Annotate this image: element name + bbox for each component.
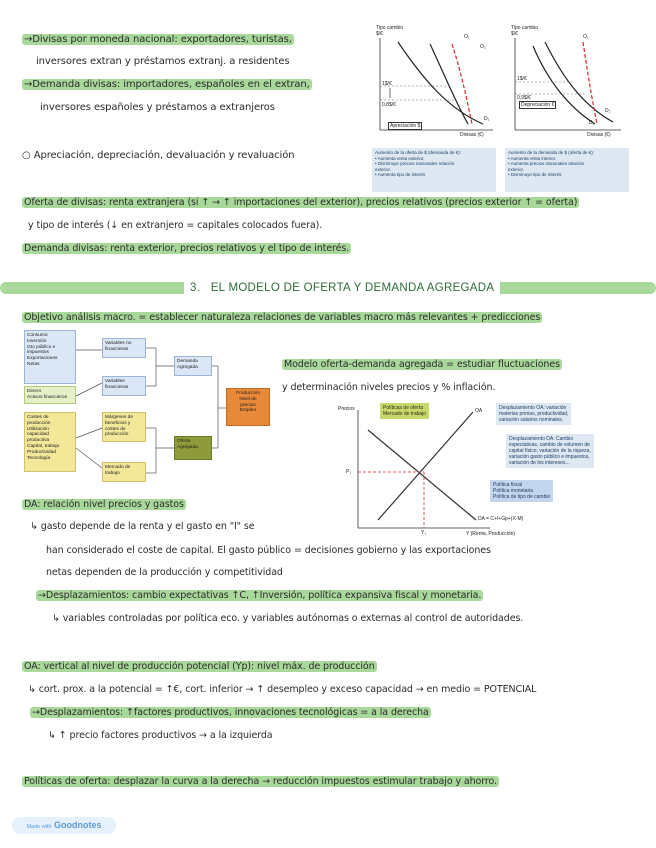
demand-policy-tag: Política fiscal Política monetaria Política de tipo de cambio [490,480,553,502]
fx-right-rate1: 1$/€ [517,76,527,82]
note-objective: Objetivo análisis macro. = establecer naturaleza relaciones de variables macro más relevantes + predicciones [24,312,541,323]
note-da-1: ↳ gasto depende de la renta y el gasto en "I" se [30,521,255,532]
fx-left-o1: O₁ [464,34,470,40]
fx-left-rate2: 0,8$/€ [382,102,396,108]
box-nonfinancial: Variables no financieras [102,338,146,358]
note-appreciation: ○ Apreciación, depreciación, devaluación y revaluación [22,150,295,161]
note-oa-1: ↳ cort. prox. a la potencial = ↑€, cort. inferior → ↑ desempleo y exceso capacidad → en medio = POTENCIAL [28,684,537,695]
note-fx-supply: Oferta de divisas: renta extranjera (si ↑ → ↑ importaciones del exterior), precios relativos (precios exterior ↑ = oferta) [24,197,578,208]
fx-left-ylabel: Tipo cambio [376,25,404,31]
note-fx-supply-cont: y tipo de interés (↓ en extranjero = capitales colocados fuera). [28,220,323,231]
fx-left-ylabel-unit: $/€ [376,31,383,37]
box-supply-sources: Costes de producción Utilización capacidad productiva Capital, trabajo Productividad Tecnología [24,412,76,472]
fx-right-o1: O₁ [583,34,589,40]
adas-p1: P₁ [346,469,352,475]
box-demand-sources: Consumo Inversión Gto público e impuestos Exportaciones Netas [24,330,76,384]
fx-right-rate2: 0,9$/€ [517,95,531,101]
section-header [0,279,656,297]
supply-policy-tag: Políticas de oferta Mercado de trabajo [380,403,429,419]
note-da: DA: relación nivel precios y gastos [24,499,184,510]
box-financial: Variables financieras [102,376,146,396]
box-aggregate-supply: Oferta Agregada [174,436,212,460]
adas-chart [338,400,636,540]
adas-y1: Y₁ [421,530,427,536]
fx-left-appreciation: Apreciación $ [390,123,421,129]
fx-left-d1: D₁ [484,116,490,122]
fx-chart-right [505,24,625,156]
note-supply-currency-cont: inversores extran y préstamos extranj. a residentes [36,56,290,67]
note-oa-shifts: →Desplazamientos: ↑factores productivos, innovaciones tecnológicas = a la derecha [32,707,429,718]
fx-right-depreciation: Depreciación € [521,102,555,108]
fx-chart-left-plot [368,24,498,134]
note-da-vars: ↳ variables controladas por política eco. y variables autónomas o externas al control de autoridades. [52,613,524,624]
adas-oa: OA [475,408,483,414]
adas-ylabel: Precios [338,406,355,412]
section-bar-left [0,282,190,294]
note-da-2: han considerado el coste de capital. El gasto público = decisiones gobierno y las exportaciones [46,545,491,556]
adas-da: DA = C+I+Gp+(X-M) [478,516,524,522]
box-margins: Márgenes de beneficios y costes de producción [102,412,146,442]
adas-xlabel: Y (Renta, Producción) [466,531,516,537]
flow-diagram [24,328,274,488]
note-fx-demand: Demanda divisas: renta exterior, precios relativos y el tipo de interés. [24,243,350,254]
fx-right-d2: D₂ [605,108,611,114]
note-da-3: netas dependen de la producción y competitividad [46,567,283,578]
fx-right-ylabel-unit: $/€ [511,31,518,37]
goodnotes-watermark: Made with Goodnotes [12,817,116,834]
fx-right-caption: Aumento de la demanda de $ (oferta de €): • Aumenta renta interior. • Aumenta precios nacionales relación exterior. • Disminuye tipo de interés [505,148,629,192]
note-oa: OA: vertical al nivel de producción potencial (Yp): nivel máx. de producción [24,661,375,672]
fx-left-xlabel: Divisas (€) [460,132,484,138]
fx-right-ylabel: Tipo cambio [511,25,539,31]
note-model-cont: y determinación niveles precios y % inflación. [282,382,496,393]
da-shift-note: Desplazamiento DA: Cambio expectativas, cambio de volumen de capital físico, variación de la riqueza, variación gasto público e impuestos, variación de los intereses... [506,434,594,468]
note-demand-currency-cont: inversores españoles y préstamos a extranjeros [40,102,275,113]
fx-left-caption: Aumento de la oferta de $ (demanda de €): • Aumenta renta exterior. • Disminuye precios nacionales relación exterior. • Aumenta tipo de interés [372,148,496,192]
note-supply-policies: Políticas de oferta: desplazar la curva a la derecha → reducción impuestos estimular trabajo y ahorro. [24,776,497,787]
fx-left-rate1: 1$/€ [382,81,392,87]
box-money: Dinero Activos financieros [24,386,76,404]
box-output: Producción Nivel de precios Empleo [226,388,270,426]
note-supply-currency: →Divisas por moneda nacional: exportadores, turistas, [24,34,292,45]
note-da-shifts: →Desplazamientos: cambio expectativas ↑C, ↑Inversión, política expansiva fiscal y monetaria. [38,590,482,601]
box-labor-market: Mercado de trabajo [102,462,146,482]
box-aggregate-demand: Demanda Agregada [174,356,212,376]
section-title: 3. EL MODELO DE OFERTA Y DEMANDA AGREGADA [184,279,500,297]
note-oa-left: ↳ ↑ precio factores productivos → a la izquierda [48,730,273,741]
fx-left-o2: O₂ [480,44,486,50]
fx-right-xlabel: Divisas (€) [587,132,611,138]
note-model: Modelo oferta-demanda agregada = estudiar fluctuaciones [284,359,560,370]
note-demand-currency: →Demanda divisas: importadores, españoles en el extran, [24,79,310,90]
fx-chart-left [368,24,498,156]
oa-shift-note: Desplazamiento OA: variación materias primas, productividad, variación salarios nominales. [496,403,571,425]
fx-right-d1: D₁ [589,120,595,126]
